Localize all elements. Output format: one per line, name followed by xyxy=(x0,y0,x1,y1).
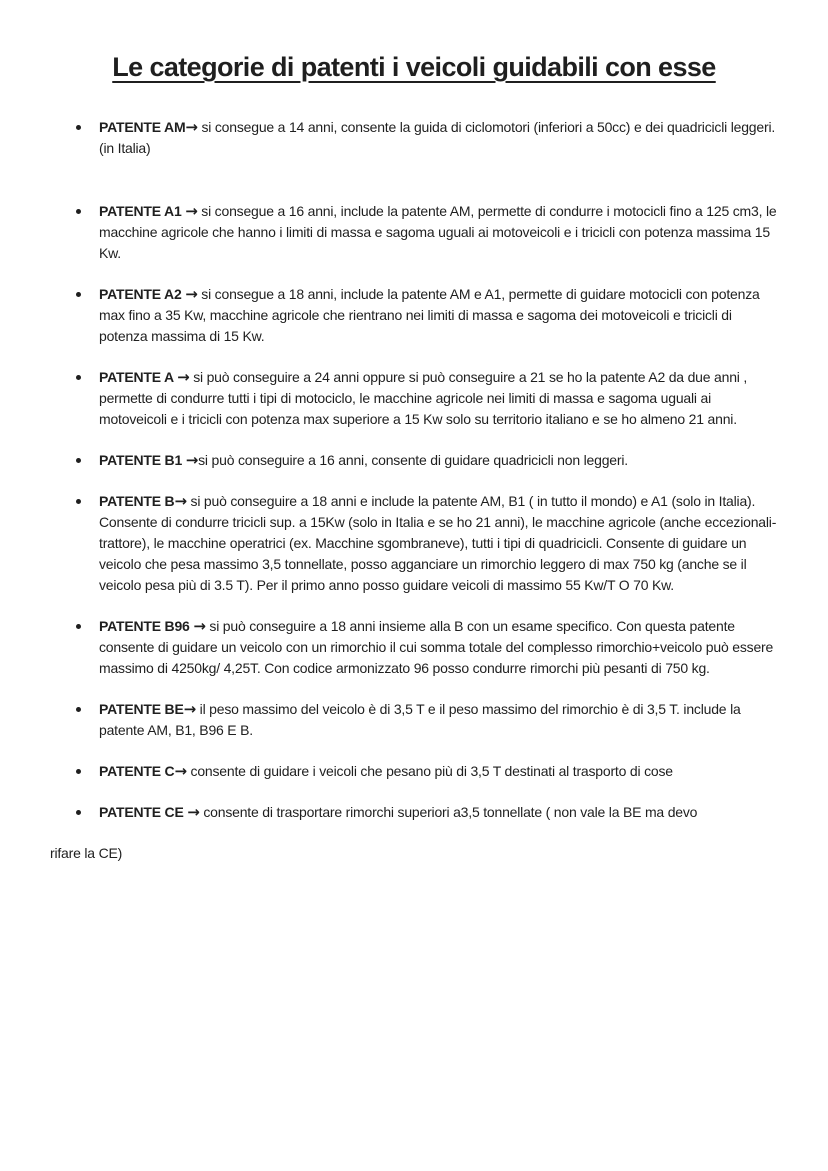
list-item xyxy=(99,761,779,782)
patente-description: si può conseguire a 24 anni oppure si può conseguire a 21 se ho la patente A2 da due anni , permette di condurre tutti i tipi di motociclo, le macchine agricole nei limiti di massa e sagoma uguali ai motoveicoli e i tricicli con potenza max superiore a 15 Kw solo su territorio italiano e se ho almeno 21 anni. xyxy=(99,369,748,427)
arrow-icon: → xyxy=(185,202,198,220)
patente-label: PATENTE AM xyxy=(99,119,186,135)
bullet-icon xyxy=(76,769,81,774)
bullet-icon xyxy=(76,125,81,130)
patente-label: PATENTE A xyxy=(99,369,178,385)
arrow-icon: → xyxy=(174,492,187,510)
patente-label: PATENTE A1 xyxy=(99,203,186,219)
list-item xyxy=(99,201,779,264)
patente-description: il peso massimo del veicolo è di 3,5 T e il peso massimo del rimorchio è di 3,5 T. include la patente AM, B1, B96 E B. xyxy=(99,701,741,738)
list-item xyxy=(99,699,779,741)
patente-description: consente di guidare i veicoli che pesano più di 3,5 T destinati al trasporto di cose xyxy=(186,763,673,779)
patente-description: si consegue a 16 anni, include la patente AM, permette di condurre i motocicli fino a 125 cm3, le macchine agricole che hanno i limiti di massa e sagoma uguali ai motoveicoli e i tricicli con potenza massima 15 Kw. xyxy=(99,203,777,261)
patente-description: si può conseguire a 18 anni insieme alla B con un esame specifico. Con questa patente consente di guidare un veicolo con un rimorchio il cui somma totale del complesso rimorchio+veicolo può essere massimo di 4250kg/ 4,25T. Con codice armonizzato 96 posso condurre rimorchi più pesanti di 750 kg. xyxy=(99,618,774,676)
list-item xyxy=(99,367,779,430)
page-title: Le categorie di patenti i veicoli guidabili con esse xyxy=(112,52,716,82)
patente-description: consente di trasportare rimorchi superiori a3,5 tonnellate ( non vale la BE ma devo xyxy=(199,804,698,820)
bullet-icon xyxy=(76,375,81,380)
patente-description: si consegue a 14 anni, consente la guida di ciclomotori (inferiori a 50cc) e dei quadricicli leggeri. (in Italia) xyxy=(99,119,776,156)
arrow-icon: → xyxy=(193,617,206,635)
patente-label: PATENTE B96 xyxy=(99,618,194,634)
bullet-icon xyxy=(76,292,81,297)
patente-label: PATENTE B xyxy=(99,493,175,509)
license-list xyxy=(99,117,779,823)
patente-label: PATENTE CE xyxy=(99,804,188,820)
patente-label: PATENTE BE xyxy=(99,701,184,717)
arrow-icon: → xyxy=(185,451,199,469)
list-item xyxy=(99,616,779,679)
arrow-icon: → xyxy=(183,700,196,718)
patente-description: si può conseguire a 18 anni e include la patente AM, B1 ( in tutto il mondo) e A1 (solo in Italia). Consente di condurre tricicli sup. a 15Kw (solo in Italia e se ho 21 anni), le macchine agricole (anche eccezionali-trattore), le macchine operatrici (ex. Macchine sgombraneve), tutti i tipi di quadricicli. Consente di guidare un veicolo che pesa massimo 3,5 tonnellate, posso agganciare un rimorchio leggero di max 750 kg (anche se il veicolo pesa più di 3.5 T). Per il primo anno posso guidare veicoli di massimo 55 Kw/T O 70 Kw. xyxy=(99,493,777,593)
patente-label: PATENTE C xyxy=(99,763,175,779)
continuation-line: rifare la CE) xyxy=(50,845,123,861)
list-item xyxy=(99,802,779,823)
list-item xyxy=(99,117,779,159)
bullet-icon xyxy=(76,810,81,815)
bullet-icon xyxy=(76,499,81,504)
arrow-icon: → xyxy=(185,285,198,303)
patente-label: PATENTE A2 xyxy=(99,286,186,302)
arrow-icon: → xyxy=(185,118,198,136)
patente-description: si può conseguire a 16 anni, consente di guidare quadricicli non leggeri. xyxy=(198,452,628,468)
list-item xyxy=(99,491,779,596)
bullet-icon xyxy=(76,209,81,214)
bullet-icon xyxy=(76,707,81,712)
arrow-icon: → xyxy=(177,368,190,386)
arrow-icon: → xyxy=(187,803,200,821)
bullet-icon xyxy=(76,458,81,463)
bullet-icon xyxy=(76,624,81,629)
list-item xyxy=(99,450,779,471)
list-item xyxy=(99,284,779,347)
patente-label: PATENTE B1 xyxy=(99,452,186,468)
patente-description: si consegue a 18 anni, include la patente AM e A1, permette di guidare motocicli con potenza max fino a 35 Kw, macchine agricole che rientrano nei limiti di massa e sagoma dei motoveicoli e tricicli di potenza massima di 15 Kw. xyxy=(99,286,760,344)
arrow-icon: → xyxy=(174,762,187,780)
